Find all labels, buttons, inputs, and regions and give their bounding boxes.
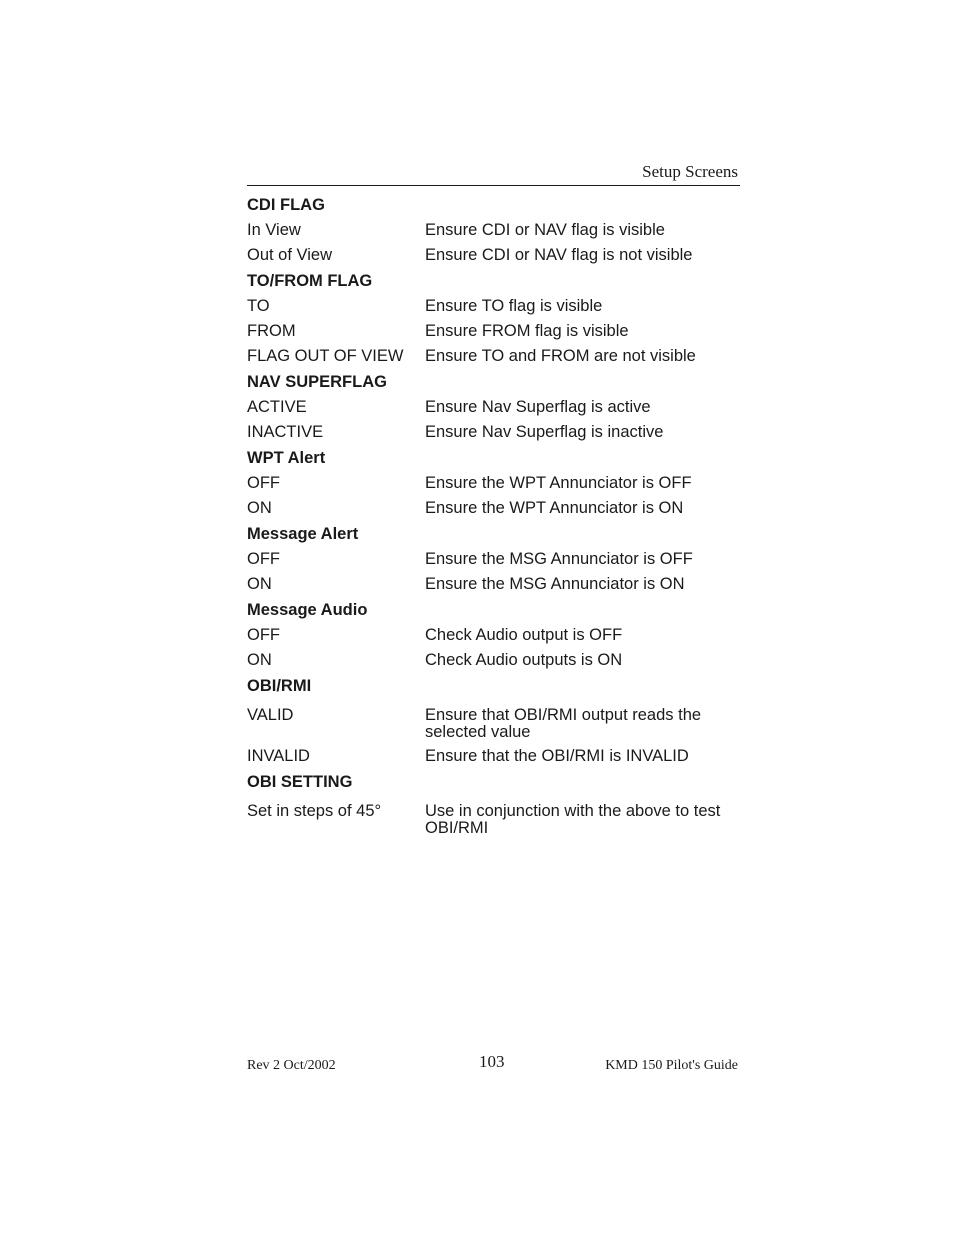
section-heading-message-alert: Message Alert bbox=[247, 525, 359, 543]
table-row bbox=[247, 219, 740, 244]
document-title: KMD 150 Pilot's Guide bbox=[605, 1058, 738, 1073]
setting-label: ACTIVE bbox=[247, 398, 307, 416]
setting-label: In View bbox=[247, 221, 301, 239]
section-heading-obi-rmi: OBI/RMI bbox=[247, 677, 312, 695]
setting-label: ON bbox=[247, 575, 272, 593]
section-heading-to-from-flag: TO/FROM FLAG bbox=[247, 272, 373, 290]
setting-description: Ensure the WPT Annunciator is OFF bbox=[425, 474, 692, 492]
table-row bbox=[247, 497, 740, 522]
table-row bbox=[247, 320, 740, 345]
table-row bbox=[247, 796, 740, 841]
page-header bbox=[247, 160, 740, 186]
table-row bbox=[247, 345, 740, 370]
setting-label: ON bbox=[247, 651, 272, 669]
setting-label: FLAG OUT OF VIEW bbox=[247, 347, 404, 365]
setting-label: OFF bbox=[247, 474, 280, 492]
setting-label: ON bbox=[247, 499, 272, 517]
setting-description: Use in conjunction with the above to test OBI/RMI bbox=[425, 802, 721, 837]
setting-label: VALID bbox=[247, 706, 294, 724]
setting-label: Set in steps of 45° bbox=[247, 802, 382, 820]
setting-description: Ensure the WPT Annunciator is ON bbox=[425, 499, 684, 517]
page-footer bbox=[247, 1052, 740, 1082]
revision-label: Rev 2 Oct/2002 bbox=[247, 1058, 336, 1073]
table-row bbox=[247, 472, 740, 497]
table-row bbox=[247, 649, 740, 674]
setting-description: Ensure TO and FROM are not visible bbox=[425, 347, 696, 365]
table-row bbox=[247, 745, 740, 770]
table-row bbox=[247, 295, 740, 320]
setting-label: OFF bbox=[247, 626, 280, 644]
setting-label: INVALID bbox=[247, 747, 310, 765]
setting-description: Ensure that the OBI/RMI is INVALID bbox=[425, 747, 689, 765]
setting-description: Ensure Nav Superflag is inactive bbox=[425, 423, 664, 441]
section-heading-nav-superflag: NAV SUPERFLAG bbox=[247, 373, 387, 391]
setting-label: TO bbox=[247, 297, 270, 315]
setting-description: Ensure CDI or NAV flag is not visible bbox=[425, 246, 693, 264]
setting-description: Ensure TO flag is visible bbox=[425, 297, 603, 315]
setting-label: INACTIVE bbox=[247, 423, 324, 441]
table-row bbox=[247, 624, 740, 649]
setting-label: FROM bbox=[247, 322, 296, 340]
setting-label: Out of View bbox=[247, 246, 332, 264]
setting-description: Ensure Nav Superflag is active bbox=[425, 398, 651, 416]
table-row bbox=[247, 573, 740, 598]
table-row bbox=[247, 700, 740, 745]
setting-label: OFF bbox=[247, 550, 280, 568]
header-title: Setup Screens bbox=[642, 162, 738, 181]
settings-table bbox=[247, 193, 740, 841]
table-row bbox=[247, 396, 740, 421]
section-heading-wpt-alert: WPT Alert bbox=[247, 449, 326, 467]
section-heading-cdi-flag: CDI FLAG bbox=[247, 196, 325, 214]
setting-description: Ensure the MSG Annunciator is ON bbox=[425, 575, 685, 593]
table-row bbox=[247, 548, 740, 573]
setting-description: Ensure the MSG Annunciator is OFF bbox=[425, 550, 693, 568]
table-row bbox=[247, 244, 740, 269]
setting-description: Ensure FROM flag is visible bbox=[425, 322, 629, 340]
table-row bbox=[247, 421, 740, 446]
section-heading-obi-setting: OBI SETTING bbox=[247, 773, 353, 791]
setting-description: Check Audio output is OFF bbox=[425, 626, 623, 644]
page-number: 103 bbox=[479, 1052, 505, 1071]
section-heading-message-audio: Message Audio bbox=[247, 601, 368, 619]
setting-description: Ensure that OBI/RMI output reads the selected value bbox=[425, 706, 702, 741]
setting-description: Ensure CDI or NAV flag is visible bbox=[425, 221, 665, 239]
setting-description: Check Audio outputs is ON bbox=[425, 651, 623, 669]
